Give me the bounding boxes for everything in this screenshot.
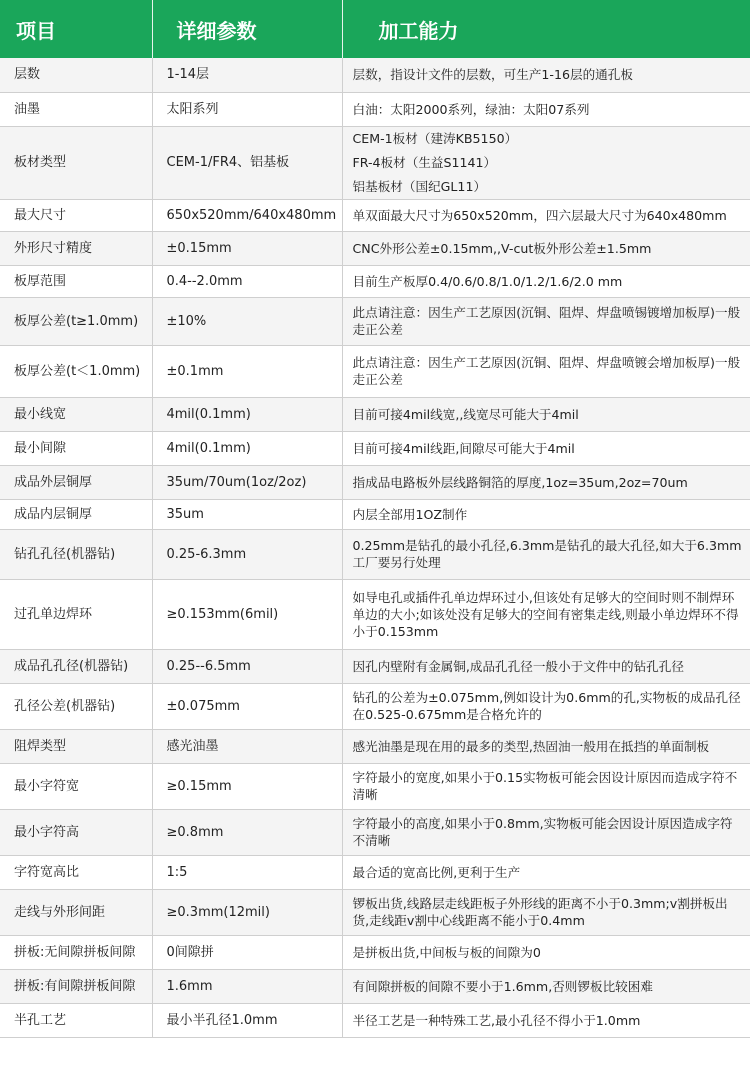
row-ability: 钻孔的公差为±0.075mm,例如设计为0.6mm的孔,实物板的成品孔径在0.525-0.675mm是合格允许的: [342, 683, 750, 729]
row-item: 最小字符高: [0, 809, 152, 855]
row-ability: 半径工艺是一种特殊工艺,最小孔径不得小于1.0mm: [342, 1003, 750, 1037]
table-row: [0, 92, 750, 126]
table-row: [0, 889, 750, 935]
row-ability: 锣板出货,线路层走线距板子外形线的距离不小于0.3mm;v割拼板出货,走线距v割中心线距离不能小于0.4mm: [342, 889, 750, 935]
row-param: 感光油墨: [152, 729, 342, 763]
row-param: 35um/70um(1oz/2oz): [152, 465, 342, 499]
table-row: [0, 465, 750, 499]
table-row: [0, 579, 750, 649]
table-row: [0, 265, 750, 297]
row-ability: 是拼板出货,中间板与板的间隙为0: [342, 935, 750, 969]
row-item: 阻焊类型: [0, 729, 152, 763]
row-item: 最大尺寸: [0, 199, 152, 231]
row-param: 1:5: [152, 855, 342, 889]
row-item: 半孔工艺: [0, 1003, 152, 1037]
row-ability: CNC外形公差±0.15mm,,V-cut板外形公差±1.5mm: [342, 231, 750, 265]
row-param: 4mil(0.1mm): [152, 431, 342, 465]
table-row: [0, 855, 750, 889]
row-item: 成品外层铜厚: [0, 465, 152, 499]
row-item: 成品内层铜厚: [0, 499, 152, 529]
row-param: ≥0.15mm: [152, 763, 342, 809]
row-item: 字符宽高比: [0, 855, 152, 889]
row-param: 4mil(0.1mm): [152, 397, 342, 431]
table-row: [0, 126, 750, 199]
row-param: CEM-1/FR4、铝基板: [152, 126, 342, 199]
row-param: ±0.15mm: [152, 231, 342, 265]
table-row: [0, 935, 750, 969]
header-param: 详细参数: [152, 0, 342, 58]
row-item: 最小线宽: [0, 397, 152, 431]
table-row: [0, 231, 750, 265]
ability-line: FR-4板材（生益S1141）: [352, 154, 497, 170]
header-ability: 加工能力: [342, 0, 750, 58]
row-item: 油墨: [0, 92, 152, 126]
row-ability: 有间隙拼板的间隙不要小于1.6mm,否则锣板比较困难: [342, 969, 750, 1003]
row-item: 板厚公差(t＜1.0mm): [0, 345, 152, 397]
row-item: 最小间隙: [0, 431, 152, 465]
row-param: ±0.075mm: [152, 683, 342, 729]
row-param: ±0.1mm: [152, 345, 342, 397]
table-row: [0, 969, 750, 1003]
ability-line: 铝基板材（国纪GL11）: [352, 178, 487, 194]
row-ability: 因孔内壁附有金属铜,成品孔孔径一般小于文件中的钻孔孔径: [342, 649, 750, 683]
row-param: 0.25--6.5mm: [152, 649, 342, 683]
row-param: 0.4--2.0mm: [152, 265, 342, 297]
row-param: 650x520mm/640x480mm: [152, 199, 342, 231]
row-param: 1-14层: [152, 58, 342, 92]
row-ability: 最合适的宽高比例,更利于生产: [342, 855, 750, 889]
row-item: 成品孔孔径(机器钻): [0, 649, 152, 683]
row-item: 拼板:有间隙拼板间隙: [0, 969, 152, 1003]
row-param: 最小半孔径1.0mm: [152, 1003, 342, 1037]
row-ability: 0.25mm是钻孔的最小孔径,6.3mm是钻孔的最大孔径,如大于6.3mm工厂要另行处理: [342, 529, 750, 579]
table-row: [0, 58, 750, 92]
row-ability: 白油：太阳2000系列，绿油：太阳07系列: [342, 92, 750, 126]
row-param: ≥0.3mm(12mil): [152, 889, 342, 935]
row-ability: 目前可接4mil线距,间隙尽可能大于4mil: [342, 431, 750, 465]
row-ability: 此点请注意：因生产工艺原因(沉铜、阻焊、焊盘喷锡镀增加板厚)一般走正公差: [342, 297, 750, 345]
row-item: 走线与外形间距: [0, 889, 152, 935]
row-ability: 此点请注意：因生产工艺原因(沉铜、阻焊、焊盘喷镀会增加板厚)一般走正公差: [342, 345, 750, 397]
row-item: 最小字符宽: [0, 763, 152, 809]
table-row: [0, 763, 750, 809]
table-row: [0, 729, 750, 763]
row-item: 孔径公差(机器钻): [0, 683, 152, 729]
row-item: 过孔单边焊环: [0, 579, 152, 649]
table-row: [0, 345, 750, 397]
row-ability: 目前可接4mil线宽,,线宽尽可能大于4mil: [342, 397, 750, 431]
row-ability: 字符最小的宽度,如果小于0.15实物板可能会因设计原因而造成字符不清晰: [342, 763, 750, 809]
row-ability: 感光油墨是现在用的最多的类型,热固油一般用在抵挡的单面制板: [342, 729, 750, 763]
row-item: 层数: [0, 58, 152, 92]
row-ability: 如导电孔或插件孔单边焊环过小,但该处有足够大的空间时则不制焊环单边的大小;如该处没有足够大的空间有密集走线,则最小单边焊环不得小于0.153mm: [342, 579, 750, 649]
row-item: 板厚公差(t≥1.0mm): [0, 297, 152, 345]
table-header-row: [0, 0, 750, 58]
row-item: 钻孔孔径(机器钻): [0, 529, 152, 579]
row-item: 拼板:无间隙拼板间隙: [0, 935, 152, 969]
header-item: 项目: [0, 0, 152, 58]
table-row: [0, 397, 750, 431]
row-param: ≥0.153mm(6mil): [152, 579, 342, 649]
table-row: [0, 683, 750, 729]
row-param: 35um: [152, 499, 342, 529]
row-ability: 字符最小的高度,如果小于0.8mm,实物板可能会因设计原因造成字符不清晰: [342, 809, 750, 855]
row-ability: 内层全部用1OZ制作: [342, 499, 750, 529]
row-ability: [342, 126, 750, 199]
row-item: 外形尺寸精度: [0, 231, 152, 265]
ability-line: CEM-1板材（建涛KB5150）: [352, 130, 518, 146]
row-param: ≥0.8mm: [152, 809, 342, 855]
row-ability: 目前生产板厚0.4/0.6/0.8/1.0/1.2/1.6/2.0 mm: [342, 265, 750, 297]
row-item: 板材类型: [0, 126, 152, 199]
row-ability: 单双面最大尺寸为650x520mm，四六层最大尺寸为640x480mm: [342, 199, 750, 231]
row-param: 1.6mm: [152, 969, 342, 1003]
row-item: 板厚范围: [0, 265, 152, 297]
table-row: [0, 499, 750, 529]
row-ability: 层数，指设计文件的层数，可生产1-16层的通孔板: [342, 58, 750, 92]
table-row: [0, 1003, 750, 1037]
table-row: [0, 297, 750, 345]
row-param: 0.25-6.3mm: [152, 529, 342, 579]
row-param: 太阳系列: [152, 92, 342, 126]
table-row: [0, 199, 750, 231]
table-row: [0, 431, 750, 465]
row-ability: 指成品电路板外层线路铜箔的厚度,1oz=35um,2oz=70um: [342, 465, 750, 499]
table-row: [0, 809, 750, 855]
table-row: [0, 529, 750, 579]
row-param: 0间隙拼: [152, 935, 342, 969]
table-row: [0, 649, 750, 683]
row-param: ±10%: [152, 297, 342, 345]
